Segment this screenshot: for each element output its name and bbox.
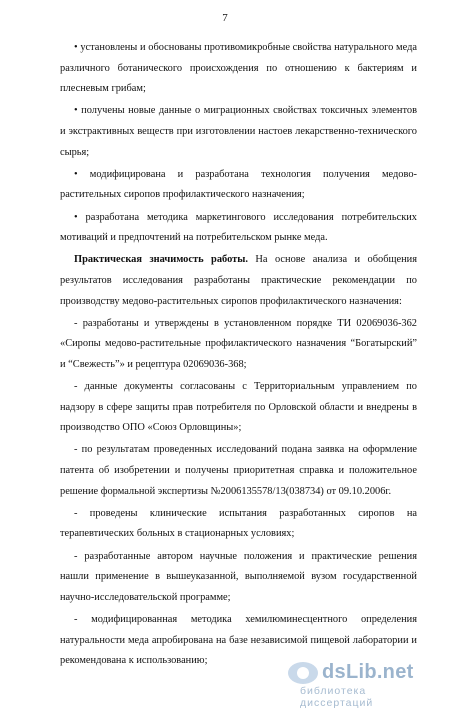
dslib-logo-icon [288,662,318,684]
document-body [60,38,417,673]
section-heading-practical-significance: Практическая значимость работы. [74,254,248,266]
paragraph-text: На основе анализа и обобщения результатов исследования разработаны практические рекомендации по производству медово-растительных сиропов профилактического назначения: [60,254,417,307]
paragraph-item-3: - по результатам проведенных исследований подана заявка на оформление патента об изобретении и получены приоритетная справка и положительное решение формальной экспертизы №2006135578/13(038734) от 09.10.2006г. [60,444,417,497]
paragraph-bullet-4: • разработана методика маркетингового исследования потребительских мотиваций и предпочтений на потребительском рынке меда. [60,211,417,244]
dslib-watermark [248,661,438,709]
paragraph-bullet-1: • установлены и обоснованы противомикробные свойства натурального меда различного ботанического происхождения по отношению к бактериям и плесневым грибам; [60,42,417,95]
paragraph-item-6: - модифицированная методика хемилюминесцентного определения натуральности меда апробирована на базе независимой пищевой лаборатории и рекомендована к использованию; [60,613,417,667]
watermark-logo [288,661,414,684]
page-number: 7 [222,12,228,24]
paragraph-practical-significance [60,250,417,312]
paragraph-bullet-3: • модифицирована и разработана технология получения медово-растительных сиропов профилактического назначения; [60,168,417,201]
watermark-tagline: библиотека диссертаций [300,685,374,709]
watermark-name: dsLib.net [322,661,414,683]
paragraph-item-1: - разработаны и утверждены в установленном порядке ТИ 02069036-362 «Сиропы медово-растительные профилактического назначения “Богатырский” и “Свежесть”» и рецептура 02069036-368; [60,317,417,370]
paragraph-item-4: - проведены клинические испытания разработанных сиропов на терапевтических больных в стационарных условиях; [60,507,417,540]
paragraph-item-5: - разработанные автором научные положения и практические решения нашли применение в вышеуказанной, выполняемой вузом государственной научно-исследовательской программе; [60,550,417,603]
paragraph-bullet-2: • получены новые данные о миграционных свойствах токсичных элементов и экстрактивных веществ при изготовлении настоев лекарственно-технического сырья; [60,105,417,158]
paragraph-item-2: - данные документы согласованы с Территориальным управлением по надзору в сфере защиты прав потребителя по Орловской области и внедрены в производство ОПО «Союз Орловщины»; [60,381,417,434]
